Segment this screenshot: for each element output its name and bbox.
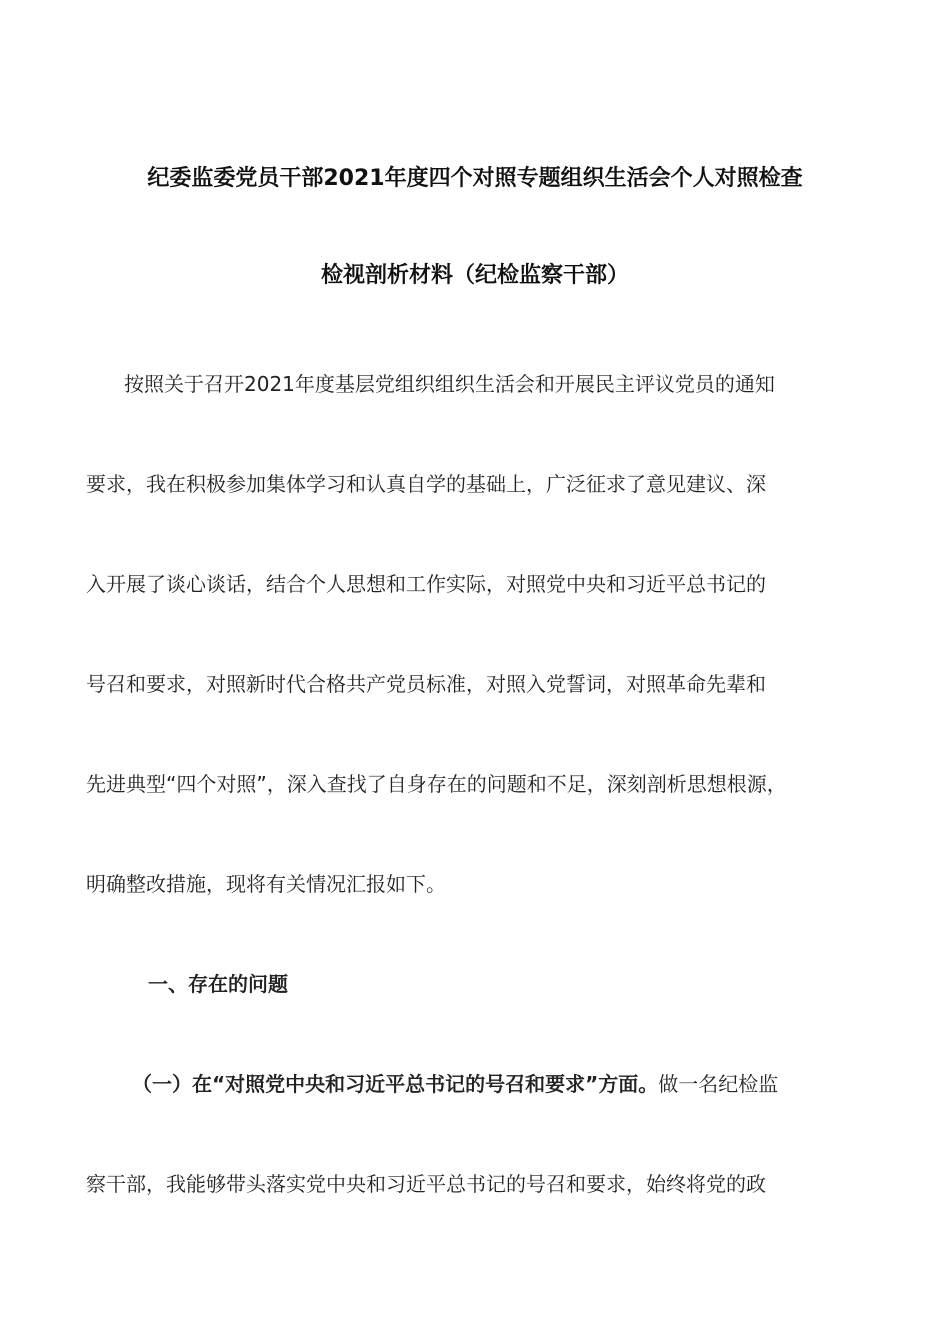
- subsection-paragraph-line-2: 察干部，我能够带头落实党中央和习近平总书记的号召和要求，始终将党的政: [86, 1172, 766, 1196]
- intro-paragraph-line-4: 号召和要求，对照新时代合格共产党员标准，对照入党誓词，对照革命先辈和: [86, 672, 766, 696]
- subsection-heading: （一）在“对照党中央和习近平总书记的号召和要求”方面。: [132, 1072, 659, 1096]
- intro-paragraph-line-5: 先进典型“四个对照”，深入查找了自身存在的问题和不足，深刻剖析思想根源，: [86, 772, 787, 796]
- document-title-line-2: 检视剖析材料（纪检监察干部）: [320, 263, 629, 288]
- section-heading-problems: 一、存在的问题: [148, 972, 288, 996]
- intro-paragraph-line-3: 入开展了谈心谈话，结合个人思想和工作实际，对照党中央和习近平总书记的: [86, 572, 766, 596]
- subsection-text-start: 做一名纪检监: [658, 1072, 779, 1096]
- intro-paragraph-line-1: 按照关于召开2021年度基层党组织组织生活会和开展民主评议党员的通知: [124, 372, 775, 396]
- intro-paragraph-line-2: 要求，我在积极参加集体学习和认真自学的基础上，广泛征求了意见建议、深: [86, 472, 766, 496]
- subsection-paragraph-line-1: [132, 1068, 778, 1097]
- document-title-line-1: 纪委监委党员干部2021年度四个对照专题组织生活会个人对照检查: [147, 166, 803, 191]
- intro-paragraph-line-6: 明确整改措施，现将有关情况汇报如下。: [86, 872, 446, 896]
